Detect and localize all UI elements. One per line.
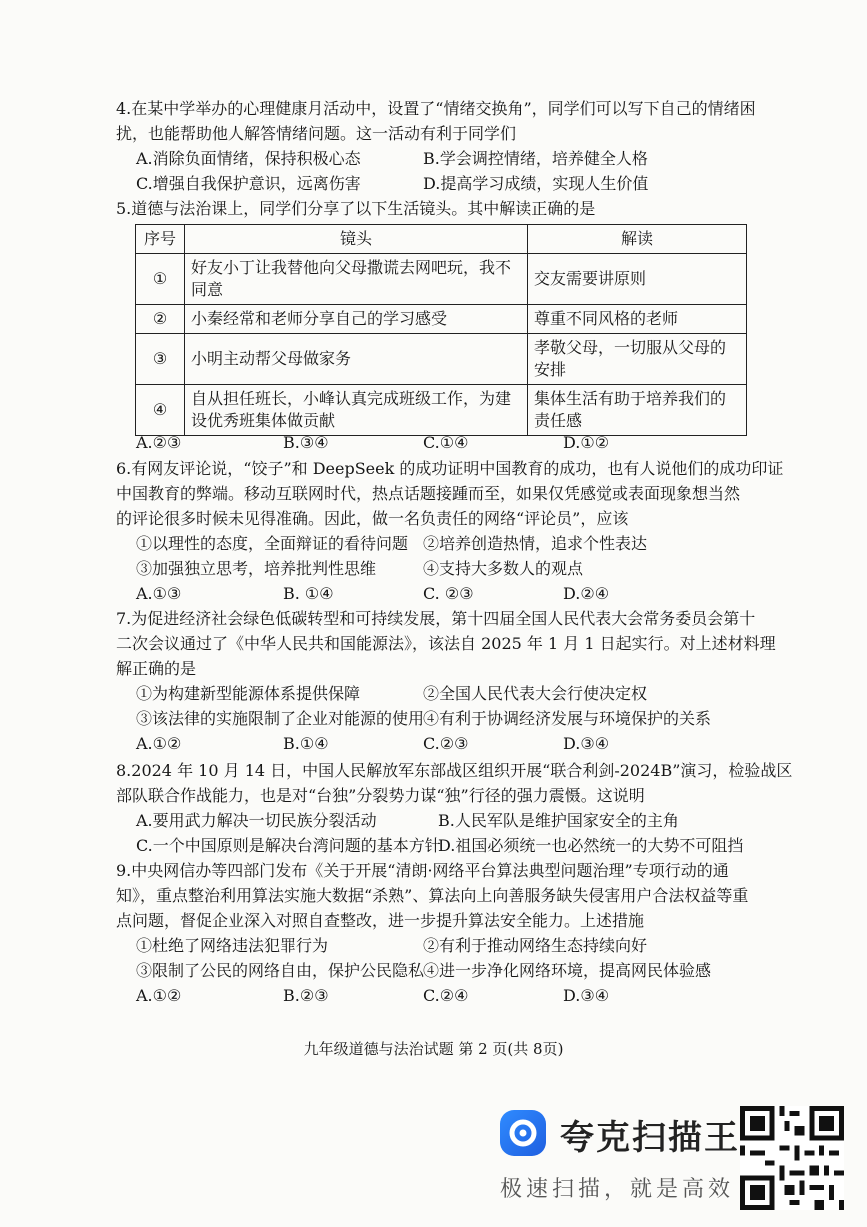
q9-option-c: C.②④ bbox=[423, 986, 469, 1005]
q7-option-c: C.②③ bbox=[423, 734, 469, 753]
q6-option-d: D.②④ bbox=[563, 584, 610, 603]
q8-option-d: D.祖国必须统一也必然统一的大势不可阻挡 bbox=[438, 836, 744, 855]
table-row bbox=[136, 334, 747, 385]
q9-stem-line-3: 点问题，督促企业深入对照自查整改，进一步提升算法安全能力。上述措施 bbox=[116, 911, 645, 930]
q9-statement-1: ①杜绝了网络违法犯罪行为 bbox=[136, 936, 329, 955]
q6-statement-4: ④支持大多数人的观点 bbox=[423, 559, 584, 578]
table-row bbox=[136, 385, 747, 436]
q8-option-a: A.要用武力解决一切民族分裂活动 bbox=[136, 811, 377, 830]
q8-stem-line-2: 部队联合作战能力，也是对“台独”分裂势力谋“独”行径的强力震慑。这说明 bbox=[116, 786, 645, 805]
q5-option-a: A.②③ bbox=[136, 433, 182, 452]
q6-statement-2: ②培养创造热情，追求个性表达 bbox=[423, 534, 648, 553]
row-reading: 集体生活有助于培养我们的责任感 bbox=[528, 385, 747, 436]
q7-option-a: A.①② bbox=[136, 734, 182, 753]
q5-table bbox=[135, 224, 747, 436]
scanner-brand-name: 夸克扫描王 bbox=[560, 1118, 740, 1158]
q7-statement-4: ④有利于协调经济发展与环境保护的关系 bbox=[423, 709, 712, 728]
q7-statement-3: ③该法律的实施限制了企业对能源的使用 bbox=[136, 709, 425, 728]
row-reading: 交友需要讲原则 bbox=[528, 254, 747, 305]
q7-stem-line-2: 二次会议通过了《中华人民共和国能源法》，该法自 2025 年 1 月 1 日起实行。对上述材料理 bbox=[116, 634, 776, 653]
q9-statement-2: ②有利于推动网络生态持续向好 bbox=[423, 936, 648, 955]
row-reading: 孝敬父母，一切服从父母的安排 bbox=[528, 334, 747, 385]
q4-stem-line-1: 4.在某中学举办的心理健康月活动中，设置了“情绪交换角”，同学们可以写下自己的情绪困 bbox=[116, 99, 756, 118]
q9-option-b: B.②③ bbox=[283, 986, 329, 1005]
scanner-logo-icon bbox=[500, 1110, 546, 1156]
q7-stem-line-3: 解正确的是 bbox=[116, 659, 197, 678]
q4-stem-line-2: 扰，也能帮助他人解答情绪问题。这一活动有利于同学们 bbox=[116, 124, 517, 143]
q6-stem-line-2: 中国教育的弊端。移动互联网时代，热点话题接踵而至，如果仅凭感觉或表面现象想当然 bbox=[116, 484, 741, 503]
q6-statement-1: ①以理性的态度，全面辩证的看待问题 bbox=[136, 534, 409, 553]
q9-statement-3: ③限制了公民的网络自由，保护公民隐私 bbox=[136, 961, 425, 980]
q7-statement-1: ①为构建新型能源体系提供保障 bbox=[136, 684, 361, 703]
q5-option-d: D.①② bbox=[563, 433, 610, 452]
q9-option-d: D.③④ bbox=[563, 986, 610, 1005]
table-row bbox=[136, 254, 747, 305]
q8-option-c: C.一个中国原则是解决台湾问题的基本方针 bbox=[136, 836, 441, 855]
row-scene: 小明主动帮父母做家务 bbox=[185, 334, 528, 385]
q9-stem-line-1: 9.中央网信办等四部门发布《关于开展“清朗·网络平台算法典型问题治理”专项行动的通 bbox=[116, 861, 729, 880]
header-reading: 解读 bbox=[528, 225, 747, 254]
scanner-slogan: 极速扫描，就是高效 bbox=[500, 1177, 735, 1202]
q5-option-c: C.①④ bbox=[423, 433, 469, 452]
q4-option-c: C.增强自我保护意识，远离伤害 bbox=[136, 174, 361, 193]
q9-statement-4: ④进一步净化网络环境，提高网民体验感 bbox=[423, 961, 712, 980]
q6-stem-line-1: 6.有网友评论说，“饺子”和 DeepSeek 的成功证明中国教育的成功，也有人说他们的成功印证 bbox=[116, 459, 784, 478]
row-scene: 好友小丁让我替他向父母撒谎去网吧玩，我不同意 bbox=[185, 254, 528, 305]
q9-stem-line-2: 知》，重点整治利用算法实施大数据“杀熟”、算法向上向善服务缺失侵害用户合法权益等重 bbox=[116, 886, 749, 905]
row-number: ① bbox=[136, 254, 185, 305]
q4-option-b: B.学会调控情绪，培养健全人格 bbox=[423, 149, 648, 168]
q5-option-b: B.③④ bbox=[283, 433, 329, 452]
q8-option-b: B.人民军队是维护国家安全的主角 bbox=[438, 811, 679, 830]
q7-option-b: B.①④ bbox=[283, 734, 329, 753]
qr-code-icon bbox=[740, 1106, 844, 1210]
q7-option-d: D.③④ bbox=[563, 734, 610, 753]
q6-option-c: C. ②③ bbox=[423, 584, 474, 603]
table-header-row bbox=[136, 225, 747, 254]
header-scene: 镜头 bbox=[185, 225, 528, 254]
row-reading: 尊重不同风格的老师 bbox=[528, 305, 747, 334]
q7-stem-line-1: 7.为促进经济社会绿色低碳转型和可持续发展，第十四届全国人民代表大会常务委员会第十 bbox=[116, 609, 756, 628]
row-number: ② bbox=[136, 305, 185, 334]
q4-option-a: A.消除负面情绪，保持积极心态 bbox=[136, 149, 361, 168]
row-number: ④ bbox=[136, 385, 185, 436]
row-number: ③ bbox=[136, 334, 185, 385]
q6-statement-3: ③加强独立思考，培养批判性思维 bbox=[136, 559, 377, 578]
q5-stem: 5.道德与法治课上，同学们分享了以下生活镜头。其中解读正确的是 bbox=[116, 199, 596, 218]
q6-stem-line-3: 的评论很多时候未见得准确。因此，做一名负责任的网络“评论员”，应该 bbox=[116, 509, 629, 528]
q6-option-a: A.①③ bbox=[136, 584, 182, 603]
q6-option-b: B. ①④ bbox=[283, 584, 334, 603]
header-number: 序号 bbox=[136, 225, 185, 254]
row-scene: 自从担任班长，小峰认真完成班级工作，为建设优秀班集体做贡献 bbox=[185, 385, 528, 436]
q4-option-d: D.提高学习成绩，实现人生价值 bbox=[423, 174, 649, 193]
table-row bbox=[136, 305, 747, 334]
page-footer: 九年级道德与法治试题 第 2 页(共 8页) bbox=[303, 1040, 564, 1058]
q7-statement-2: ②全国人民代表大会行使决定权 bbox=[423, 684, 648, 703]
row-scene: 小秦经常和老师分享自己的学习感受 bbox=[185, 305, 528, 334]
q9-option-a: A.①② bbox=[136, 986, 182, 1005]
q8-stem-line-1: 8.2024 年 10 月 14 日，中国人民解放军东部战区组织开展“联合利剑-2024B”演习，检验战区 bbox=[116, 761, 793, 780]
